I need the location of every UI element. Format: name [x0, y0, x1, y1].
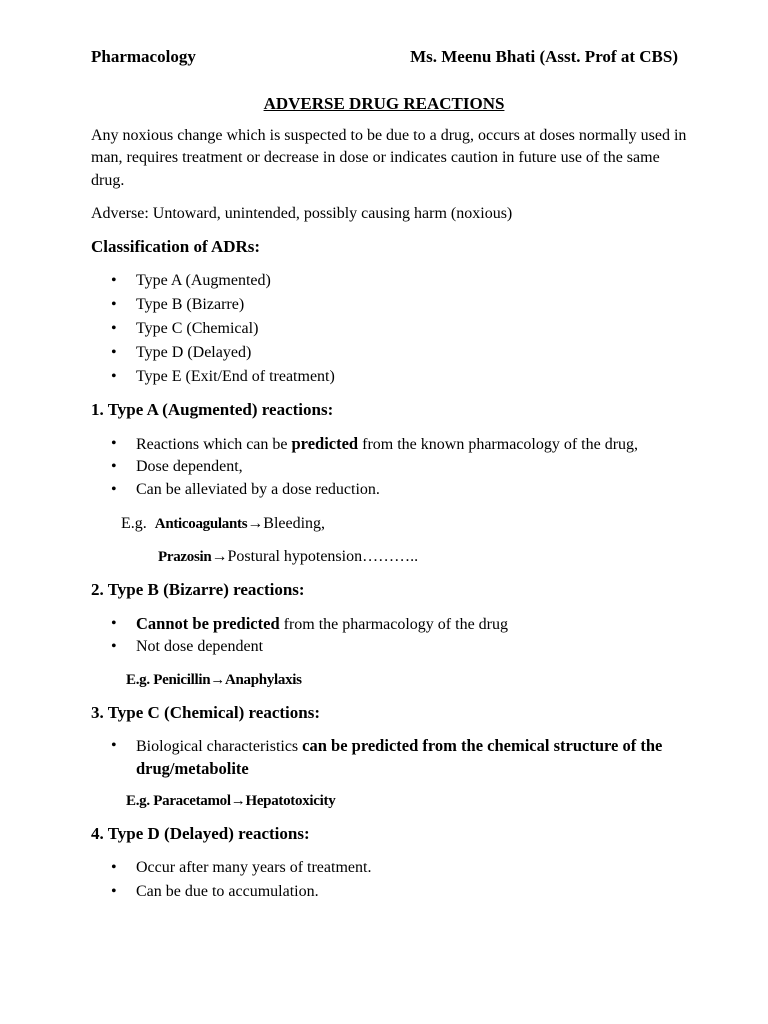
list-item	[113, 735, 693, 781]
eg-label: E.g.	[121, 515, 147, 532]
type-a-bullet1-pre: Reactions which can be	[136, 436, 292, 453]
type-b-bullet1-bold: Cannot be predicted	[136, 614, 280, 633]
type-c-bullet1-bold: can be predicted from the chemical structure of the drug/metabolite	[136, 736, 663, 778]
type-c-example-text: E.g. Paracetamol→Hepatotoxicity	[126, 793, 336, 809]
eg1-drug: Anticoagulants	[154, 516, 248, 532]
type-d-bullet1: Occur after many years of treatment.	[136, 859, 372, 876]
type-b-bullet2: Not dose dependent	[136, 638, 264, 655]
type-a-bullet2: Dose dependent,	[136, 458, 243, 475]
list-item-text: Type B (Bizarre)	[136, 296, 245, 313]
type-c-bullet1-pre: Biological characteristics	[136, 738, 303, 755]
type-a-example-2	[158, 546, 418, 568]
type-a-bullet1-post: from the known pharmacology of the drug,	[358, 436, 639, 453]
header-subject: Pharmacology	[91, 47, 196, 66]
type-a-heading: 1. Type A (Augmented) reactions:	[91, 400, 334, 419]
classification-heading: Classification of ADRs:	[91, 237, 261, 256]
type-d-heading: 4. Type D (Delayed) reactions:	[91, 824, 310, 843]
type-a-example-1	[121, 513, 325, 535]
document-title: ADVERSE DRUG REACTIONS	[263, 94, 505, 113]
type-b-heading: 2. Type B (Bizarre) reactions:	[91, 580, 305, 599]
eg1-effect: →Bleeding,	[247, 515, 326, 532]
header-author: Ms. Meenu Bhati (Asst. Prof at CBS)	[410, 47, 678, 66]
list-item-text: Type D (Delayed)	[136, 344, 252, 361]
list-item-text: Type A (Augmented)	[136, 272, 271, 289]
type-b-bullet1-post: from the pharmacology of the drug	[279, 616, 508, 633]
type-b-example	[126, 669, 302, 691]
type-a-bullet3: Can be alleviated by a dose reduction.	[136, 481, 380, 498]
list-item-text: Type E (Exit/End of treatment)	[136, 368, 335, 385]
list-item-text: Type C (Chemical)	[136, 320, 259, 337]
type-a-bullet1-bold: predicted	[291, 434, 359, 453]
type-c-heading: 3. Type C (Chemical) reactions:	[91, 703, 320, 722]
eg2-effect: →Postural hypotension………..	[211, 548, 419, 565]
type-c-example	[126, 790, 335, 812]
adverse-paragraph: Adverse: Untoward, unintended, possibly causing harm (noxious)	[91, 205, 513, 222]
eg2-drug: Prazosin	[158, 549, 212, 565]
type-b-example-text: E.g. Penicillin→Anaphylaxis	[126, 672, 302, 688]
definition-paragraph: Any noxious change which is suspected to be due to a drug, occurs at doses normally used in man, requires treatment or decrease in dose or indicates caution in future use of the same drug.	[91, 127, 687, 189]
type-d-bullet2: Can be due to accumulation.	[136, 883, 319, 900]
